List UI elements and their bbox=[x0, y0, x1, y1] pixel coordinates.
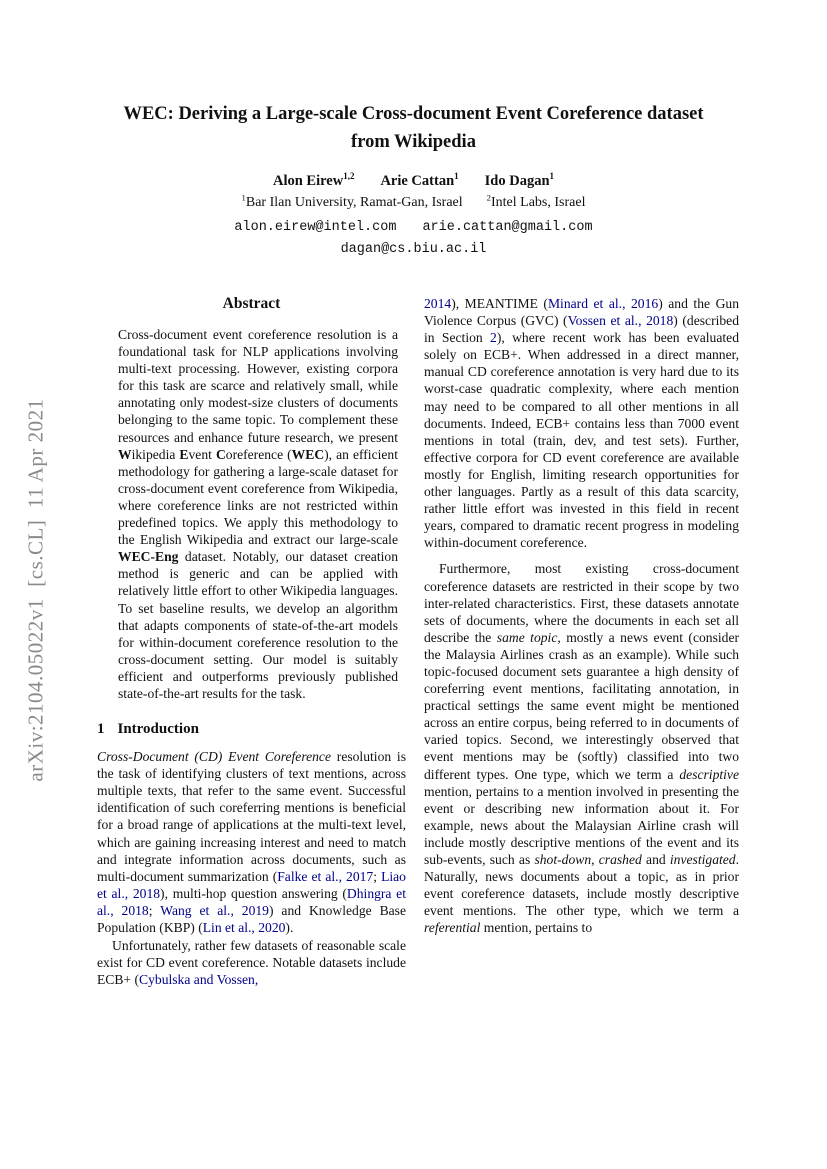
section-number: 1 bbox=[97, 721, 105, 738]
paper-title-line2: from Wikipedia bbox=[351, 132, 476, 152]
citation-link[interactable]: Falke et al., 2017 bbox=[277, 868, 374, 884]
citation-link[interactable]: Liao et al., 2018 bbox=[97, 868, 406, 901]
citation-link[interactable]: 2014 bbox=[424, 296, 452, 311]
paragraph: Cross-Document (CD) Event Coreference resolution is the task of identifying clusters of text mentions, across multiple texts, that refer to the same event. Successful identification of such coreferring mentions is beneficial for a broad range of applications at the multi-text level, which are gaining increasing interest and need to match and integrate information across documents, such as multi-document summarization (Falke et al., 2017; Liao et al., 2018), multi-hop question answering (Dhingra et al., 2018; Wang et al., 2019) and Knowledge Base Population (KBP) (Lin et al., 2020). bbox=[97, 749, 406, 935]
column-left bbox=[97, 295, 406, 988]
citation-link[interactable]: Vossen et al., 2018 bbox=[567, 313, 674, 329]
affiliation-entry bbox=[241, 192, 463, 211]
paragraph: Unfortunately, rather few datasets of reasonable scale exist for CD event coreference. Notable datasets include ECB+ (Cybulska and Vossen, bbox=[97, 938, 406, 988]
section-title: Introduction bbox=[117, 721, 199, 738]
author-superscript: 1,2 bbox=[343, 171, 355, 182]
abstract-text: Cross-document event coreference resolution is a foundational task for NLP applications involving multi-text processing. However, existing corpora for this task are scarce and relatively small, while annotating only modest-size clusters of documents belonging to the same topic. To complement these resources and enhance future research, we present Wikipedia Event Coreference (WEC), an efficient methodology for gathering a large-scale dataset for cross-document event coreference from Wikipedia, where coreference links are not restricted within predefined topics. We apply this methodology to the English Wikipedia and extract our large-scale WEC-Eng dataset. Notably, our dataset creation method is generic and can be applied with relatively little effort to other Wikipedia languages. To set baseline results, we develop an algorithm that adapts components of state-of-the-art models for within-document coreference resolution to the cross-document setting. Our model is suitably efficient and outperforms previously published state-of-the-art results for the task. bbox=[118, 327, 399, 701]
paper-header bbox=[0, 0, 827, 261]
abstract-heading: Abstract bbox=[222, 295, 281, 312]
email-address: alon.eirew@intel.com bbox=[234, 220, 397, 235]
two-column-body bbox=[0, 295, 827, 988]
paper-title bbox=[0, 100, 827, 156]
citation-link[interactable]: Wang et al., 2019 bbox=[160, 902, 269, 918]
email-row bbox=[0, 217, 827, 239]
author-entry bbox=[380, 173, 458, 190]
author-superscript: 1 bbox=[549, 171, 555, 182]
column-right bbox=[424, 295, 739, 988]
affiliation-list bbox=[0, 192, 827, 211]
affiliation-superscript: 2 bbox=[486, 192, 491, 203]
affiliation-entry bbox=[486, 192, 586, 211]
citation-link[interactable]: 2 bbox=[490, 330, 497, 346]
email-block bbox=[0, 217, 827, 261]
citation-link[interactable]: Minard et al., 2016 bbox=[547, 296, 659, 311]
author-entry bbox=[485, 173, 554, 190]
citation-link[interactable]: Dhingra et al., 2018 bbox=[97, 885, 406, 918]
author-name: Arie Cattan bbox=[380, 173, 455, 189]
arxiv-watermark: arXiv:2104.05022v1 [cs.CL] 11 Apr 2021 bbox=[23, 398, 48, 782]
author-superscript: 1 bbox=[454, 171, 459, 182]
email-address: arie.cattan@gmail.com bbox=[422, 220, 593, 235]
paragraph: Furthermore, most existing cross-document coreference datasets are restricted in their scope by two inter-related characteristics. First, these datasets annotate sets of documents, where the documents in each set all describe the same topic, mostly a news event (consider the Malaysia Airlines crash as an example). While such topic-focused document sets guarantee a high density of coreferring event mentions, facilitating annotation, in practical settings the same event might be mentioned across an entire corpus, being referred to in documents of varied topics. Second, we interestingly observed that event mentions may be (softly) classified into two different types. One type, which we term a descriptive mention, pertains to a mention involved in presenting the event or describing new information about it. For example, news about the Malaysian Airline crash will include mostly descriptive mentions of the event and its sub-events, such as shot-down, crashed and investigated. Naturally, news documents about a topic, as in prior event coreference datasets, include mostly descriptive event mentions. The other type, which we term a referential mention, pertains to bbox=[424, 561, 739, 936]
affiliation-text: Intel Labs, Israel bbox=[491, 195, 586, 210]
affiliation-text: Bar Ilan University, Ramat-Gan, Israel bbox=[245, 195, 463, 210]
section-heading-introduction bbox=[97, 721, 406, 738]
email-row bbox=[0, 239, 827, 261]
paper-title-line1: WEC: Deriving a Large-scale Cross-document Event Coreference dataset bbox=[123, 104, 704, 124]
author-name: Ido Dagan bbox=[484, 173, 550, 189]
author-list bbox=[0, 173, 827, 190]
affiliation-superscript: 1 bbox=[241, 192, 246, 203]
author-name: Alon Eirew bbox=[272, 173, 344, 189]
author-entry bbox=[273, 173, 354, 190]
paragraph: 2014), MEANTIME (Minard et al., 2016) and the Gun Violence Corpus (GVC) (Vossen et al., 2018) (described in Section 2), where recent work has been evaluated solely on ECB+. When addressed in a direct manner, manual CD coreference annotation is very hard due to its worst-case quadratic complexity, where each mention may need to be compared to all other mentions in all documents. Indeed, ECB+ contains less than 7000 event mentions in total (train, dev, and test sets). Further, effective corpora for CD event coreference are available mostly for English, limiting research opportunities for other languages. Partly as a result of this data scarcity, rather little effort was invested in this field in recent years, compared to dramatic recent progress in modeling within-document coreference. bbox=[424, 296, 739, 551]
citation-link[interactable]: Lin et al., 2020 bbox=[202, 920, 286, 935]
email-address: dagan@cs.biu.ac.il bbox=[340, 242, 487, 257]
citation-link[interactable]: Cybulska and Vossen, bbox=[139, 972, 259, 988]
